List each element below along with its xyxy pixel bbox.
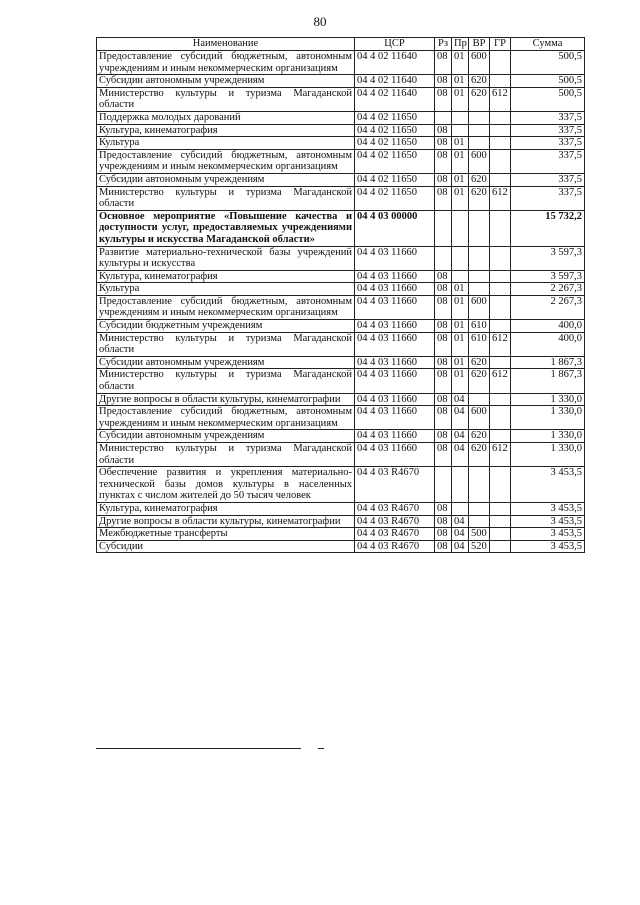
cell-pr: [452, 246, 469, 270]
table-row: [97, 210, 585, 246]
cell-name: Обеспечение развития и укрепления материально-технической базы домов культуры в населенных пунктах с числом жителей до 50 тысяч человек: [97, 467, 355, 503]
table-row: [97, 75, 585, 88]
table-row: [97, 295, 585, 319]
cell-gr: [490, 540, 511, 553]
cell-rz: 08: [435, 51, 452, 75]
cell-vr: [469, 246, 490, 270]
cell-gr: [490, 467, 511, 503]
table-row: [97, 406, 585, 430]
cell-code: 04 4 02 11650: [355, 186, 435, 210]
cell-gr: [490, 246, 511, 270]
table-row: [97, 270, 585, 283]
cell-code: 04 4 02 11640: [355, 51, 435, 75]
cell-pr: 01: [452, 137, 469, 150]
cell-rz: [435, 111, 452, 124]
cell-code: 04 4 03 R4670: [355, 467, 435, 503]
cell-vr: 600: [469, 149, 490, 173]
cell-rz: 08: [435, 406, 452, 430]
table-row: [97, 540, 585, 553]
cell-gr: [490, 295, 511, 319]
cell-vr: 610: [469, 332, 490, 356]
cell-pr: 04: [452, 406, 469, 430]
cell-pr: 01: [452, 87, 469, 111]
cell-vr: [469, 111, 490, 124]
cell-vr: [469, 283, 490, 296]
cell-code: 04 4 03 R4670: [355, 502, 435, 515]
table-row: [97, 149, 585, 173]
cell-sum: 3 453,5: [511, 467, 585, 503]
cell-code: 04 4 03 11660: [355, 356, 435, 369]
cell-vr: [469, 467, 490, 503]
cell-rz: 08: [435, 283, 452, 296]
cell-vr: 620: [469, 87, 490, 111]
cell-name: Межбюджетные трансферты: [97, 528, 355, 541]
cell-sum: 3 597,3: [511, 270, 585, 283]
cell-pr: 01: [452, 320, 469, 333]
cell-code: 04 4 03 11660: [355, 406, 435, 430]
cell-vr: 620: [469, 443, 490, 467]
cell-code: 04 4 03 R4670: [355, 528, 435, 541]
cell-sum: 3 597,3: [511, 246, 585, 270]
cell-gr: [490, 173, 511, 186]
cell-pr: 01: [452, 369, 469, 393]
cell-name: Предоставление субсидий бюджетным, автономным учреждениям и иным некоммерческим организациям: [97, 149, 355, 173]
cell-rz: 08: [435, 149, 452, 173]
cell-pr: 04: [452, 393, 469, 406]
table-row: [97, 528, 585, 541]
cell-sum: 1 867,3: [511, 369, 585, 393]
table-row: [97, 186, 585, 210]
cell-sum: 15 732,2: [511, 210, 585, 246]
cell-vr: 520: [469, 540, 490, 553]
cell-gr: [490, 111, 511, 124]
cell-name: Основное мероприятие «Повышение качества и доступности услуг, предоставляемых учреждениями культуры и искусства Магаданской области»: [97, 210, 355, 246]
cell-name: Субсидии автономным учреждениям: [97, 430, 355, 443]
cell-vr: [469, 270, 490, 283]
table-row: [97, 502, 585, 515]
cell-sum: 337,5: [511, 111, 585, 124]
cell-sum: 3 453,5: [511, 502, 585, 515]
cell-rz: 08: [435, 502, 452, 515]
table-row: [97, 356, 585, 369]
cell-name: Субсидии автономным учреждениям: [97, 173, 355, 186]
cell-pr: 04: [452, 528, 469, 541]
cell-code: 04 4 03 00000: [355, 210, 435, 246]
cell-pr: 04: [452, 443, 469, 467]
cell-rz: 08: [435, 87, 452, 111]
cell-gr: [490, 406, 511, 430]
cell-pr: 01: [452, 332, 469, 356]
header-code: ЦСР: [355, 38, 435, 51]
cell-code: 04 4 02 11640: [355, 87, 435, 111]
cell-vr: [469, 393, 490, 406]
cell-rz: 08: [435, 137, 452, 150]
cell-rz: 08: [435, 186, 452, 210]
cell-sum: 3 453,5: [511, 528, 585, 541]
cell-rz: 08: [435, 320, 452, 333]
cell-gr: 612: [490, 186, 511, 210]
cell-sum: 1 330,0: [511, 393, 585, 406]
cell-gr: [490, 515, 511, 528]
page-number: 80: [313, 14, 327, 29]
cell-rz: 08: [435, 528, 452, 541]
table-body: [97, 51, 585, 553]
cell-vr: 620: [469, 369, 490, 393]
cell-sum: 337,5: [511, 124, 585, 137]
table-row: [97, 369, 585, 393]
table-row: [97, 111, 585, 124]
cell-name: Культура: [97, 137, 355, 150]
cell-name: Министерство культуры и туризма Магаданской области: [97, 332, 355, 356]
cell-code: 04 4 03 11660: [355, 393, 435, 406]
cell-sum: 500,5: [511, 75, 585, 88]
cell-code: 04 4 03 11660: [355, 246, 435, 270]
cell-code: 04 4 02 11650: [355, 173, 435, 186]
cell-sum: 337,5: [511, 186, 585, 210]
cell-rz: 08: [435, 332, 452, 356]
cell-pr: 01: [452, 356, 469, 369]
cell-vr: [469, 210, 490, 246]
cell-sum: 500,5: [511, 87, 585, 111]
header-rz: Рз: [435, 38, 452, 51]
cell-pr: 04: [452, 430, 469, 443]
cell-sum: 2 267,3: [511, 283, 585, 296]
cell-sum: 1 330,0: [511, 406, 585, 430]
cell-name: Предоставление субсидий бюджетным, автономным учреждениям и иным некоммерческим организациям: [97, 51, 355, 75]
cell-gr: [490, 430, 511, 443]
cell-pr: 04: [452, 540, 469, 553]
cell-vr: [469, 137, 490, 150]
cell-pr: [452, 270, 469, 283]
cell-sum: 400,0: [511, 320, 585, 333]
cell-vr: [469, 515, 490, 528]
cell-code: 04 4 02 11650: [355, 137, 435, 150]
cell-gr: [490, 149, 511, 173]
cell-name: Поддержка молодых дарований: [97, 111, 355, 124]
cell-vr: 620: [469, 186, 490, 210]
cell-vr: 600: [469, 51, 490, 75]
cell-sum: 500,5: [511, 51, 585, 75]
cell-gr: [490, 124, 511, 137]
cell-rz: 08: [435, 270, 452, 283]
cell-name: Другие вопросы в области культуры, кинематографии: [97, 515, 355, 528]
cell-rz: 08: [435, 295, 452, 319]
cell-name: Культура, кинематография: [97, 124, 355, 137]
table-row: [97, 173, 585, 186]
cell-rz: 08: [435, 515, 452, 528]
cell-name: Министерство культуры и туризма Магаданской области: [97, 186, 355, 210]
table-row: [97, 515, 585, 528]
cell-name: Предоставление субсидий бюджетным, автономным учреждениям и иным некоммерческим организациям: [97, 295, 355, 319]
cell-name: Субсидии бюджетным учреждениям: [97, 320, 355, 333]
header-gr: ГР: [490, 38, 511, 51]
cell-pr: 01: [452, 173, 469, 186]
header-vr: ВР: [469, 38, 490, 51]
cell-code: 04 4 03 11660: [355, 332, 435, 356]
cell-vr: 500: [469, 528, 490, 541]
cell-code: 04 4 03 11660: [355, 270, 435, 283]
cell-rz: 08: [435, 75, 452, 88]
cell-gr: [490, 270, 511, 283]
cell-pr: [452, 124, 469, 137]
table-row: [97, 320, 585, 333]
cell-name: Развитие материально-технической базы учреждений культуры и искусства: [97, 246, 355, 270]
cell-code: 04 4 03 11660: [355, 369, 435, 393]
cell-rz: 08: [435, 540, 452, 553]
footnote-dash: [318, 748, 324, 749]
cell-pr: 01: [452, 149, 469, 173]
cell-sum: 1 867,3: [511, 356, 585, 369]
cell-name: Предоставление субсидий бюджетным, автономным учреждениям и иным некоммерческим организациям: [97, 406, 355, 430]
cell-rz: 08: [435, 430, 452, 443]
cell-code: 04 4 02 11650: [355, 111, 435, 124]
cell-gr: [490, 502, 511, 515]
cell-pr: 01: [452, 51, 469, 75]
table-row: [97, 332, 585, 356]
cell-sum: 400,0: [511, 332, 585, 356]
header-name: Наименование: [97, 38, 355, 51]
table-row: [97, 51, 585, 75]
table-row: [97, 393, 585, 406]
table-row: [97, 467, 585, 503]
cell-code: 04 4 03 11660: [355, 283, 435, 296]
cell-name: Министерство культуры и туризма Магаданской области: [97, 87, 355, 111]
table-row: [97, 283, 585, 296]
cell-rz: 08: [435, 356, 452, 369]
cell-vr: 600: [469, 295, 490, 319]
cell-gr: [490, 137, 511, 150]
cell-name: Субсидии автономным учреждениям: [97, 356, 355, 369]
cell-gr: 612: [490, 369, 511, 393]
cell-gr: [490, 283, 511, 296]
cell-pr: [452, 467, 469, 503]
cell-gr: 612: [490, 443, 511, 467]
cell-gr: 612: [490, 87, 511, 111]
cell-pr: 01: [452, 75, 469, 88]
cell-name: Министерство культуры и туризма Магаданской области: [97, 443, 355, 467]
cell-pr: 01: [452, 283, 469, 296]
cell-vr: 610: [469, 320, 490, 333]
cell-code: 04 4 03 11660: [355, 430, 435, 443]
cell-gr: [490, 393, 511, 406]
cell-vr: [469, 502, 490, 515]
cell-sum: 337,5: [511, 149, 585, 173]
table-row: [97, 443, 585, 467]
cell-rz: [435, 246, 452, 270]
header-pr: Пр: [452, 38, 469, 51]
table-header-row: [97, 38, 585, 51]
cell-sum: 1 330,0: [511, 430, 585, 443]
budget-table: [96, 37, 585, 553]
cell-gr: [490, 51, 511, 75]
cell-sum: 337,5: [511, 173, 585, 186]
cell-code: 04 4 03 11660: [355, 295, 435, 319]
table-row: [97, 124, 585, 137]
table-row: [97, 430, 585, 443]
cell-name: Субсидии: [97, 540, 355, 553]
cell-code: 04 4 02 11650: [355, 149, 435, 173]
cell-rz: 08: [435, 443, 452, 467]
cell-pr: [452, 111, 469, 124]
cell-gr: [490, 210, 511, 246]
cell-pr: [452, 210, 469, 246]
table-row: [97, 87, 585, 111]
cell-vr: 620: [469, 356, 490, 369]
cell-gr: [490, 528, 511, 541]
cell-sum: 1 330,0: [511, 443, 585, 467]
cell-rz: 08: [435, 124, 452, 137]
cell-sum: 3 453,5: [511, 540, 585, 553]
cell-code: 04 4 03 R4670: [355, 540, 435, 553]
cell-code: 04 4 02 11650: [355, 124, 435, 137]
table-row: [97, 137, 585, 150]
cell-name: Министерство культуры и туризма Магаданской области: [97, 369, 355, 393]
cell-gr: [490, 75, 511, 88]
cell-rz: 08: [435, 173, 452, 186]
cell-name: Культура, кинематография: [97, 502, 355, 515]
cell-pr: [452, 502, 469, 515]
table-row: [97, 246, 585, 270]
cell-rz: 08: [435, 369, 452, 393]
cell-gr: [490, 356, 511, 369]
cell-vr: 620: [469, 430, 490, 443]
cell-code: 04 4 03 R4670: [355, 515, 435, 528]
cell-name: Другие вопросы в области культуры, кинематографии: [97, 393, 355, 406]
cell-name: Субсидии автономным учреждениям: [97, 75, 355, 88]
cell-vr: [469, 124, 490, 137]
cell-rz: [435, 210, 452, 246]
cell-code: 04 4 03 11660: [355, 443, 435, 467]
cell-sum: 337,5: [511, 137, 585, 150]
header-sum: Сумма: [511, 38, 585, 51]
footnote-separator: [96, 748, 301, 749]
cell-sum: 2 267,3: [511, 295, 585, 319]
cell-rz: [435, 467, 452, 503]
cell-vr: 620: [469, 173, 490, 186]
cell-code: 04 4 02 11640: [355, 75, 435, 88]
cell-gr: 612: [490, 332, 511, 356]
cell-rz: 08: [435, 393, 452, 406]
cell-gr: [490, 320, 511, 333]
cell-pr: 01: [452, 186, 469, 210]
cell-name: Культура, кинематография: [97, 270, 355, 283]
cell-pr: 04: [452, 515, 469, 528]
cell-name: Культура: [97, 283, 355, 296]
cell-pr: 01: [452, 295, 469, 319]
cell-sum: 3 453,5: [511, 515, 585, 528]
cell-vr: 600: [469, 406, 490, 430]
cell-vr: 620: [469, 75, 490, 88]
cell-code: 04 4 03 11660: [355, 320, 435, 333]
